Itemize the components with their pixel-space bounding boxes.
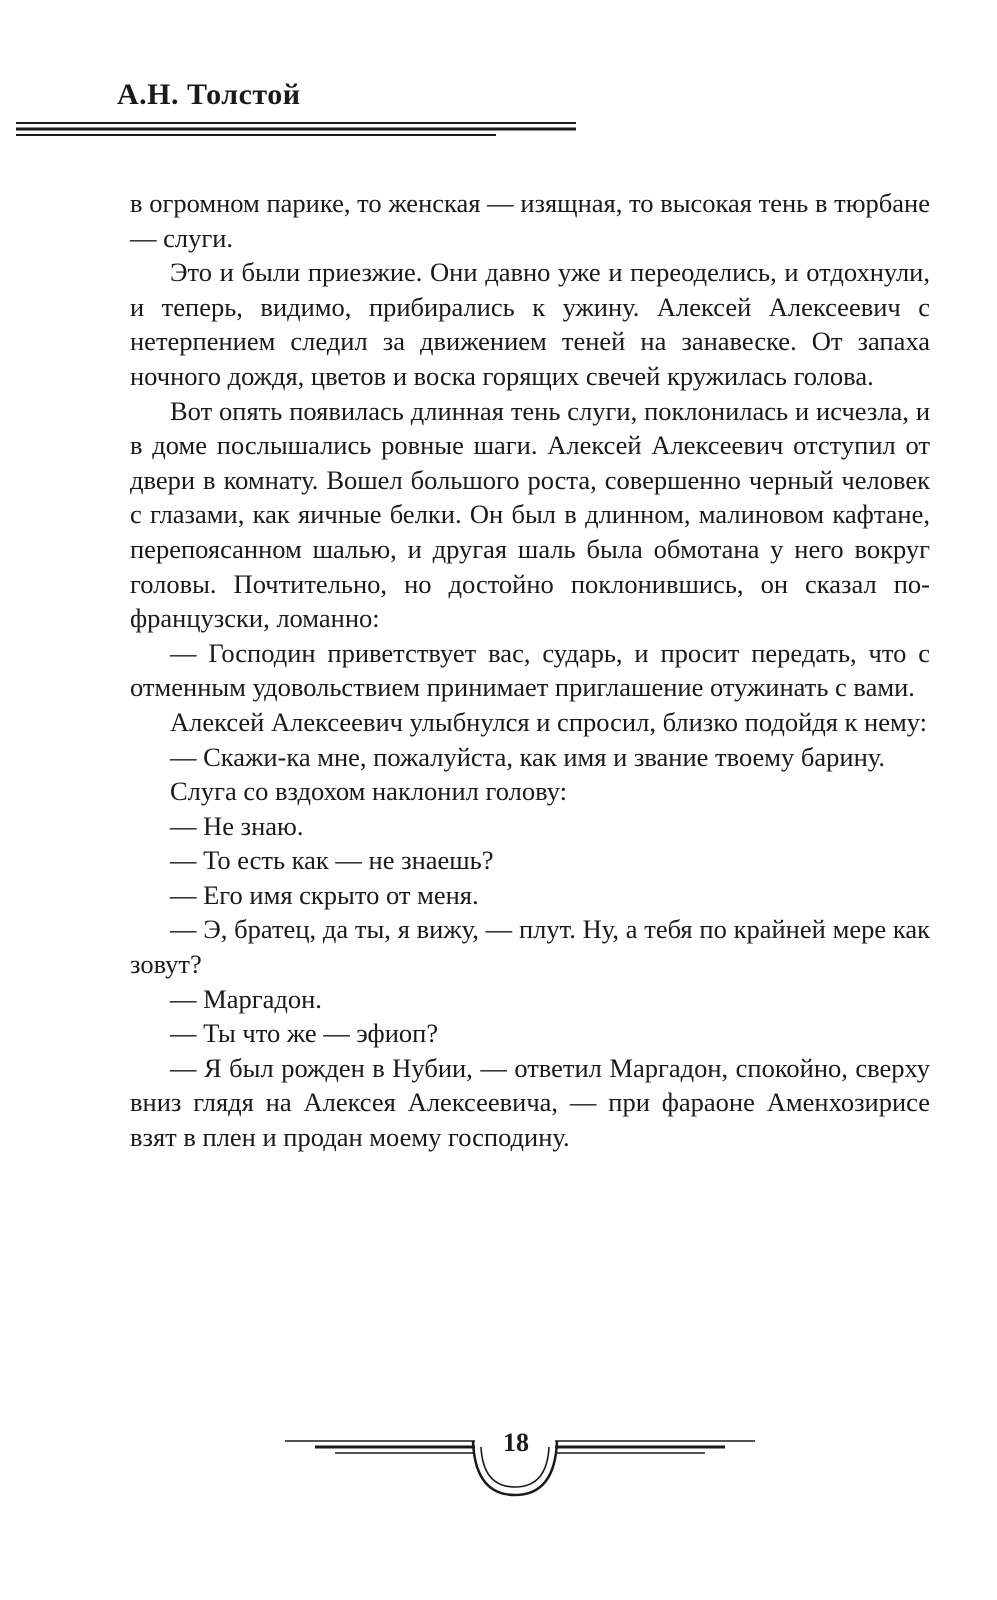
running-head-author: А.Н. Толстой <box>117 78 301 111</box>
paragraph: Слуга со вздохом наклонил голову: <box>170 776 567 807</box>
paragraph: Алексей Алексеевич улыбнулся и спросил, близко подойдя к нему: <box>170 706 928 737</box>
paragraph: Вот опять появилась длинная тень слуги, поклонилась и исчезла, и в доме послышались ровные шаги. Алексей Алексеевич отступил от двери в комнату. Вошел большого роста, совершенно черный человек с глазами, как яичные белки. Он был в длинном, малиновом кафтане, перепоясанном шалью, и другая шаль была обмотана у него вокруг головы. Почтительно, но достойно поклонившись, он сказал по-французски, ломанно: <box>130 395 930 634</box>
paragraph: — Господин приветствует вас, сударь, и просит передать, что с отменным удовольствием принимает приглашение отужинать с вами. <box>130 637 930 703</box>
paragraph: в огромном парике, то женская — изящная, то высокая тень в тюрбане — слуги. <box>130 188 930 253</box>
header-rule <box>16 120 576 140</box>
paragraph: — Ты что же — эфиоп? <box>170 1018 439 1049</box>
paragraph: — Я был рожден в Нубии, — ответил Маргадон, спокойно, сверху вниз глядя на Алексея Алексеевича, — при фараоне Аменхозирисе взят в плен и продан моему господину. <box>130 1052 930 1153</box>
paragraph: — Скажи-ка мне, пожалуйста, как имя и звание твоему барину. <box>170 741 886 772</box>
paragraph: — То есть как — не знаешь? <box>170 845 494 876</box>
paragraph: — Его имя скрыто от меня. <box>170 879 479 910</box>
paragraph: Это и были приезжие. Они давно уже и переоделись, и отдохнули, и теперь, видимо, прибирались к ужину. Алексей Алексеевич с нетерпением следил за движением теней на занавеске. От запаха ночного дождя, цветов и воска горящих свечей кружилась голова. <box>130 257 930 391</box>
page-number: 18 <box>503 1428 529 1457</box>
body-text <box>130 186 930 1155</box>
paragraph: — Маргадон. <box>170 983 322 1014</box>
paragraph: — Э, братец, да ты, я вижу, — плут. Ну, а тебя по крайней мере как зовут? <box>130 914 930 980</box>
paragraph: — Не знаю. <box>170 810 304 841</box>
